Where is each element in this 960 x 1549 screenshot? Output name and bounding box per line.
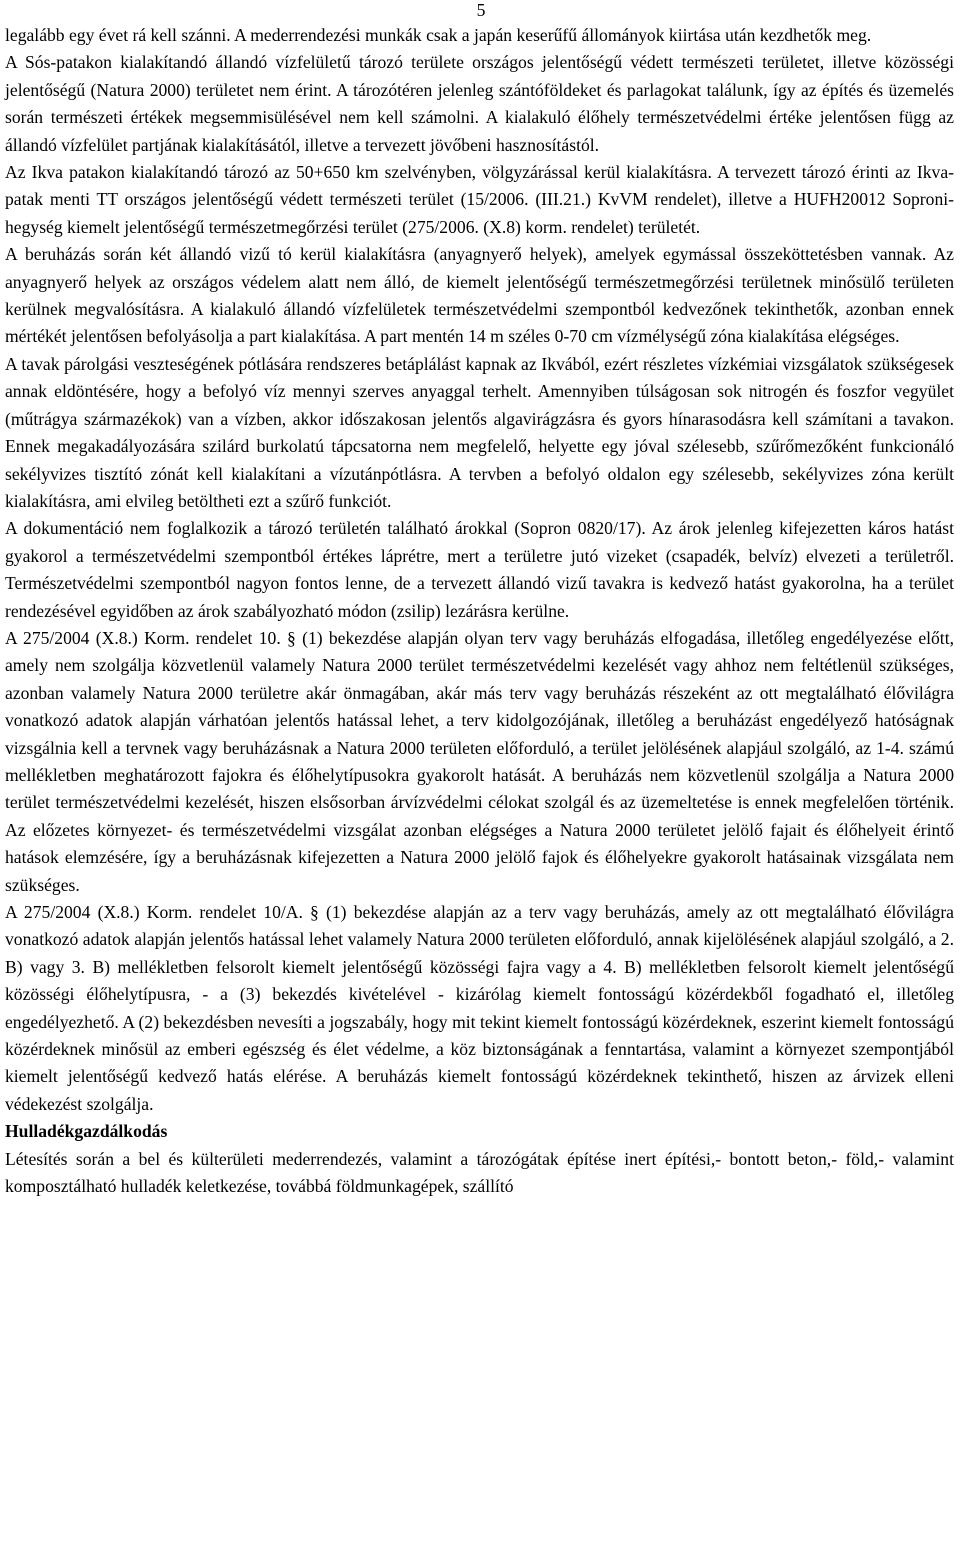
document-body — [5, 22, 954, 1200]
paragraph: legalább egy évet rá kell szánni. A mederrendezési munkák csak a japán keserűfű állományok kiirtása után kezdhetők meg. — [5, 25, 872, 45]
paragraph: A dokumentáció nem foglalkozik a tározó területén található árokkal (Sopron 0820/17). Az árok jelenleg kifejezetten káros hatást gyakorol a természetvédelmi szempontból értékes láprétre, mert a területre jutó vizeket (csapadék, belvíz) elvezeti a területről. Természetvédelmi szempontból nagyon fontos lenne, de a tervezett állandó vizű tavakra is kedvező hatást gyakorolna, ha a terület rendezésével egyidőben az árok szabályozható módon (zsilip) lezárásra kerülne. — [5, 518, 954, 621]
paragraph: Az Ikva patakon kialakítandó tározó az 50+650 km szelvényben, völgyzárással kerül kialakításra. A tervezett tározó érinti az Ikva-patak menti TT országos jelentőségű védett természeti terület (15/2006. (III.21.) KvVM rendelet), illetve a HUFH20012 Soproni-hegység kiemelt jelentőségű természetmegőrzési terület (275/2006. (X.8) korm. rendelet) területét. — [5, 162, 954, 237]
paragraph: A Sós-patakon kialakítandó állandó vízfelületű tározó területe országos jelentőségű védett természeti területet, illetve közösségi jelentőségű (Natura 2000) területet nem érint. A tározótéren jelenleg szántóföldeket és parlagokat találunk, így az építés és üzemelés során természeti értékek megsemmisülésével nem kell számolni. A kialakuló élőhely természetvédelmi értéke jelentősen függ az állandó vízfelület partjának kialakításától, illetve a tervezett jövőbeni hasznosítástól. — [5, 52, 954, 155]
page-number: 5 — [476, 0, 486, 20]
section-heading: Hulladékgazdálkodás — [5, 1121, 168, 1142]
paragraph: A 275/2004 (X.8.) Korm. rendelet 10/A. § (1) bekezdése alapján az a terv vagy beruházás, amely az ott megtalálható élővilágra vonatkozó adatok alapján jelentős hatással lehet valamely Natura 2000 területen előforduló, annak kijelölésének alapjául szolgáló, a 2. B) vagy 3. B) mellékletben felsorolt kiemelt jelentőségű közösségi fajra vagy a 4. B) mellékletben felsorolt kiemelt jelentőségű közösségi élőhelytípusra, - a (3) bekezdés kivételével - kizárólag kiemelt fontosságú közérdekből fogadható el, illetőleg engedélyezhető. A (2) bekezdésben nevesíti a jogszabály, hogy mit tekint kiemelt fontosságú közérdeknek, eszerint kiemelt fontosságú közérdeknek minősül az emberi egészség és élet védelme, a köz biztonságának a fenntartása, valamint a környezet szempontjából kiemelt jelentőségű kedvező hatás elérése. A beruházás kiemelt fontosságú közérdeknek tekinthető, hiszen az árvizek elleni védekezést szolgálja. — [5, 902, 954, 1114]
paragraph: A 275/2004 (X.8.) Korm. rendelet 10. § (1) bekezdése alapján olyan terv vagy beruházás elfogadása, illetőleg engedélyezése előtt, amely nem szolgálja közvetlenül valamely Natura 2000 terület természetvédelmi kezelését vagy ahhoz nem feltétlenül szükséges, azonban valamely Natura 2000 területre akár önmagában, akár más terv vagy beruházás részeként az ott megtalálható élővilágra vonatkozó adatok alapján várhatóan jelentős hatással lehet, a terv kidolgozójának, illetőleg a beruházást engedélyező hatóságnak vizsgálnia kell a tervnek vagy beruházásnak a Natura 2000 területen előforduló, a terület jelölésének alapjául szolgáló, az 1-4. számú mellékletben meghatározott fajokra és élőhelytípusokra gyakorolt hatását. A beruházás nem közvetlenül szolgálja a Natura 2000 terület természetvédelmi kezelését, hiszen elsősorban árvízvédelmi célokat szolgál és az üzemeltetése is ennek megfelelően történik. Az előzetes környezet- és természetvédelmi vizsgálat azonban elégséges a Natura 2000 területet jelölő fajait és élőhelyeit érintő hatások elemzésére, így a beruházásnak kifejezetten a Natura 2000 jelölő fajok és élőhelyekre gyakorolt hatásainak vizsgálata nem szükséges. — [5, 627, 954, 895]
paragraph: A beruházás során két állandó vizű tó kerül kialakításra (anyagnyerő helyek), amelyek egymással összeköttetésben vannak. Az anyagnyerő helyek az országos védelem alatt nem álló, de kiemelt jelentőségű természetmegőrzési területnek minősülő területen kerülnek megvalósításra. A kialakuló állandó vízfelületek természetvédelmi szempontból kedvezőnek tekinthetők, azonban ennek mértékét jelentősen befolyásolja a part kialakítása. A part mentén 14 m széles 0-70 cm vízmélységű zóna kialakítása elégséges. — [5, 244, 954, 347]
paragraph: Létesítés során a bel és külterületi mederrendezés, valamint a tározógátak építése inert építési,- bontott beton,- föld,- valamint komposztálható hulladék keletkezése, továbbá földmunkagépek, szállító — [5, 1148, 954, 1197]
paragraph: A tavak párolgási veszteségének pótlására rendszeres betáplálást kapnak az Ikvából, ezért részletes vízkémiai vizsgálatok szükségesek annak eldöntésére, hogy a befolyó víz mennyi szerves anyaggal terhelt. Amennyiben túlságosan sok nitrogén és foszfor vegyület (műtrágya származékok) van a vízben, akkor időszakosan jelentős algavirágzásra és gyors hínarasodásra kell számítani a tavakon. Ennek megakadályozására szilárd burkolatú tápcsatorna nem megfelelő, helyette egy jóval szélesebb, szűrőmezőként funkcionáló sekélyvizes tisztító zónát kell kialakítani a vízutánpótlásra. A tervben a befolyó oldalon egy szélesebb, sekélyvizes zóna került kialakításra, ami elvileg betöltheti ezt a szűrő funkciót. — [5, 353, 954, 511]
